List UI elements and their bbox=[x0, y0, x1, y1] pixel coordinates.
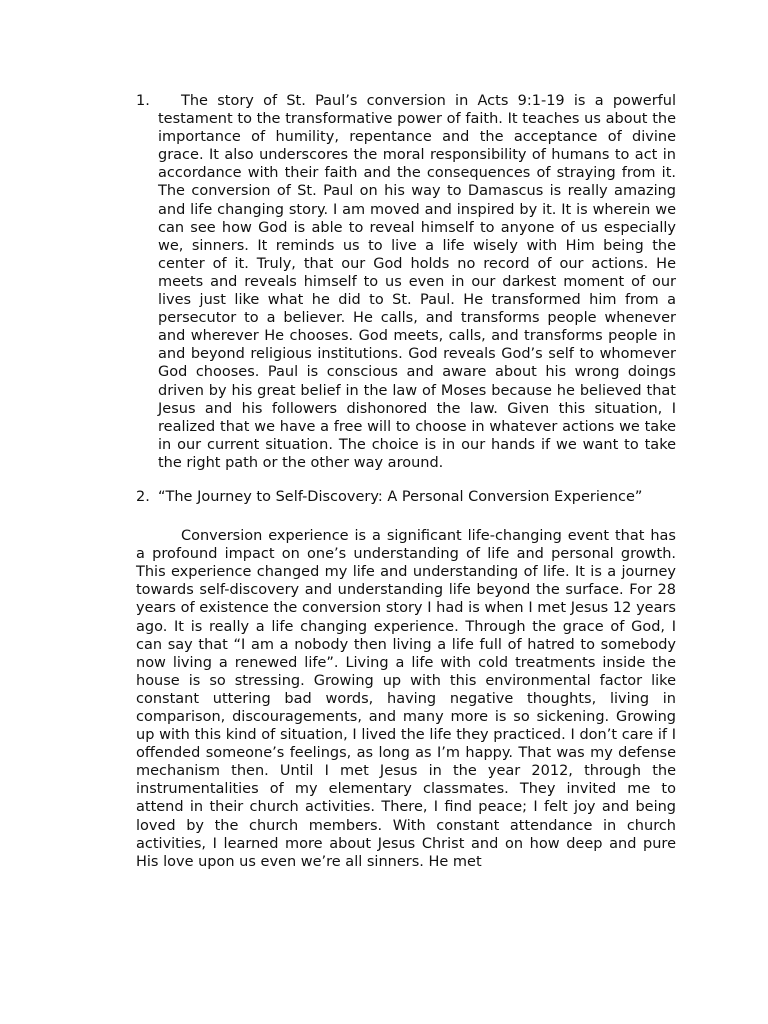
document-body bbox=[136, 92, 676, 871]
essay-paragraph: Conversion experience is a significant life-changing event that has a profound impact on one’s understanding of life and personal growth. This experience changed my life and understanding of life. It is a journey towards self-discovery and understanding life beyond the surface. For 28 years of existence the conversion story I had is when I met Jesus 12 years ago. It is really a life changing experience. Through the grace of God, I can say that “I am a nobody then living a life full of hatred to somebody now living a renewed life”. Living a life with cold treatments inside the house is so stressing. Growing up with this environmental factor like constant uttering bad words, having negative thoughts, living in comparison, discouragements, and many more is so sickening. Growing up with this kind of situation, I lived the life they practiced. I don’t care if I offended someone’s feelings, as long as I’m happy. That was my defense mechanism then. Until I met Jesus in the year 2012, through the instrumentalities of my elementary classmates. They invited me to attend in their church activities. There, I find peace; I felt joy and being loved by the church members. With constant attendance in church activities, I learned more about Jesus Christ and on how deep and pure His love upon us even we’re all sinners. He met bbox=[136, 528, 676, 870]
essay-title: “The Journey to Self-Discovery: A Personal Conversion Experience” bbox=[158, 488, 643, 505]
item-number: 2. bbox=[136, 488, 150, 505]
numbered-item-1 bbox=[136, 92, 676, 472]
item-1-text: The story of St. Paul’s conversion in Acts 9:1-19 is a powerful testament to the transformative power of faith. It teaches us about the importance of humility, repentance and the acceptance of divine grace. It also underscores the moral responsibility of humans to act in accordance with their faith and the consequences of straying from it. The conversion of St. Paul on his way to Damascus is really amazing and life changing story. I am moved and inspired by it. It is wherein we can see how God is able to reveal himself to anyone of us especially we, sinners. It reminds us to live a life wisely with Him being the center of it. Truly, that our God holds no record of our actions. He meets and reveals himself to us even in our darkest moment of our lives just like what he did to St. Paul. He transformed him from a persecutor to a believer. He calls, and transforms people whenever and wherever He chooses. God meets, calls, and transforms people in and beyond religious institutions. God reveals God’s self to whomever God chooses. Paul is conscious and aware about his wrong doings driven by his great belief in the law of Moses because he believed that Jesus and his followers dishonored the law. Given this situation, I realized that we have a free will to choose in whatever actions we take in our current situation. The choice is in our hands if we want to take the right path or the other way around. bbox=[158, 93, 676, 471]
item-number: 1. bbox=[136, 93, 150, 109]
numbered-item-2 bbox=[136, 488, 676, 506]
